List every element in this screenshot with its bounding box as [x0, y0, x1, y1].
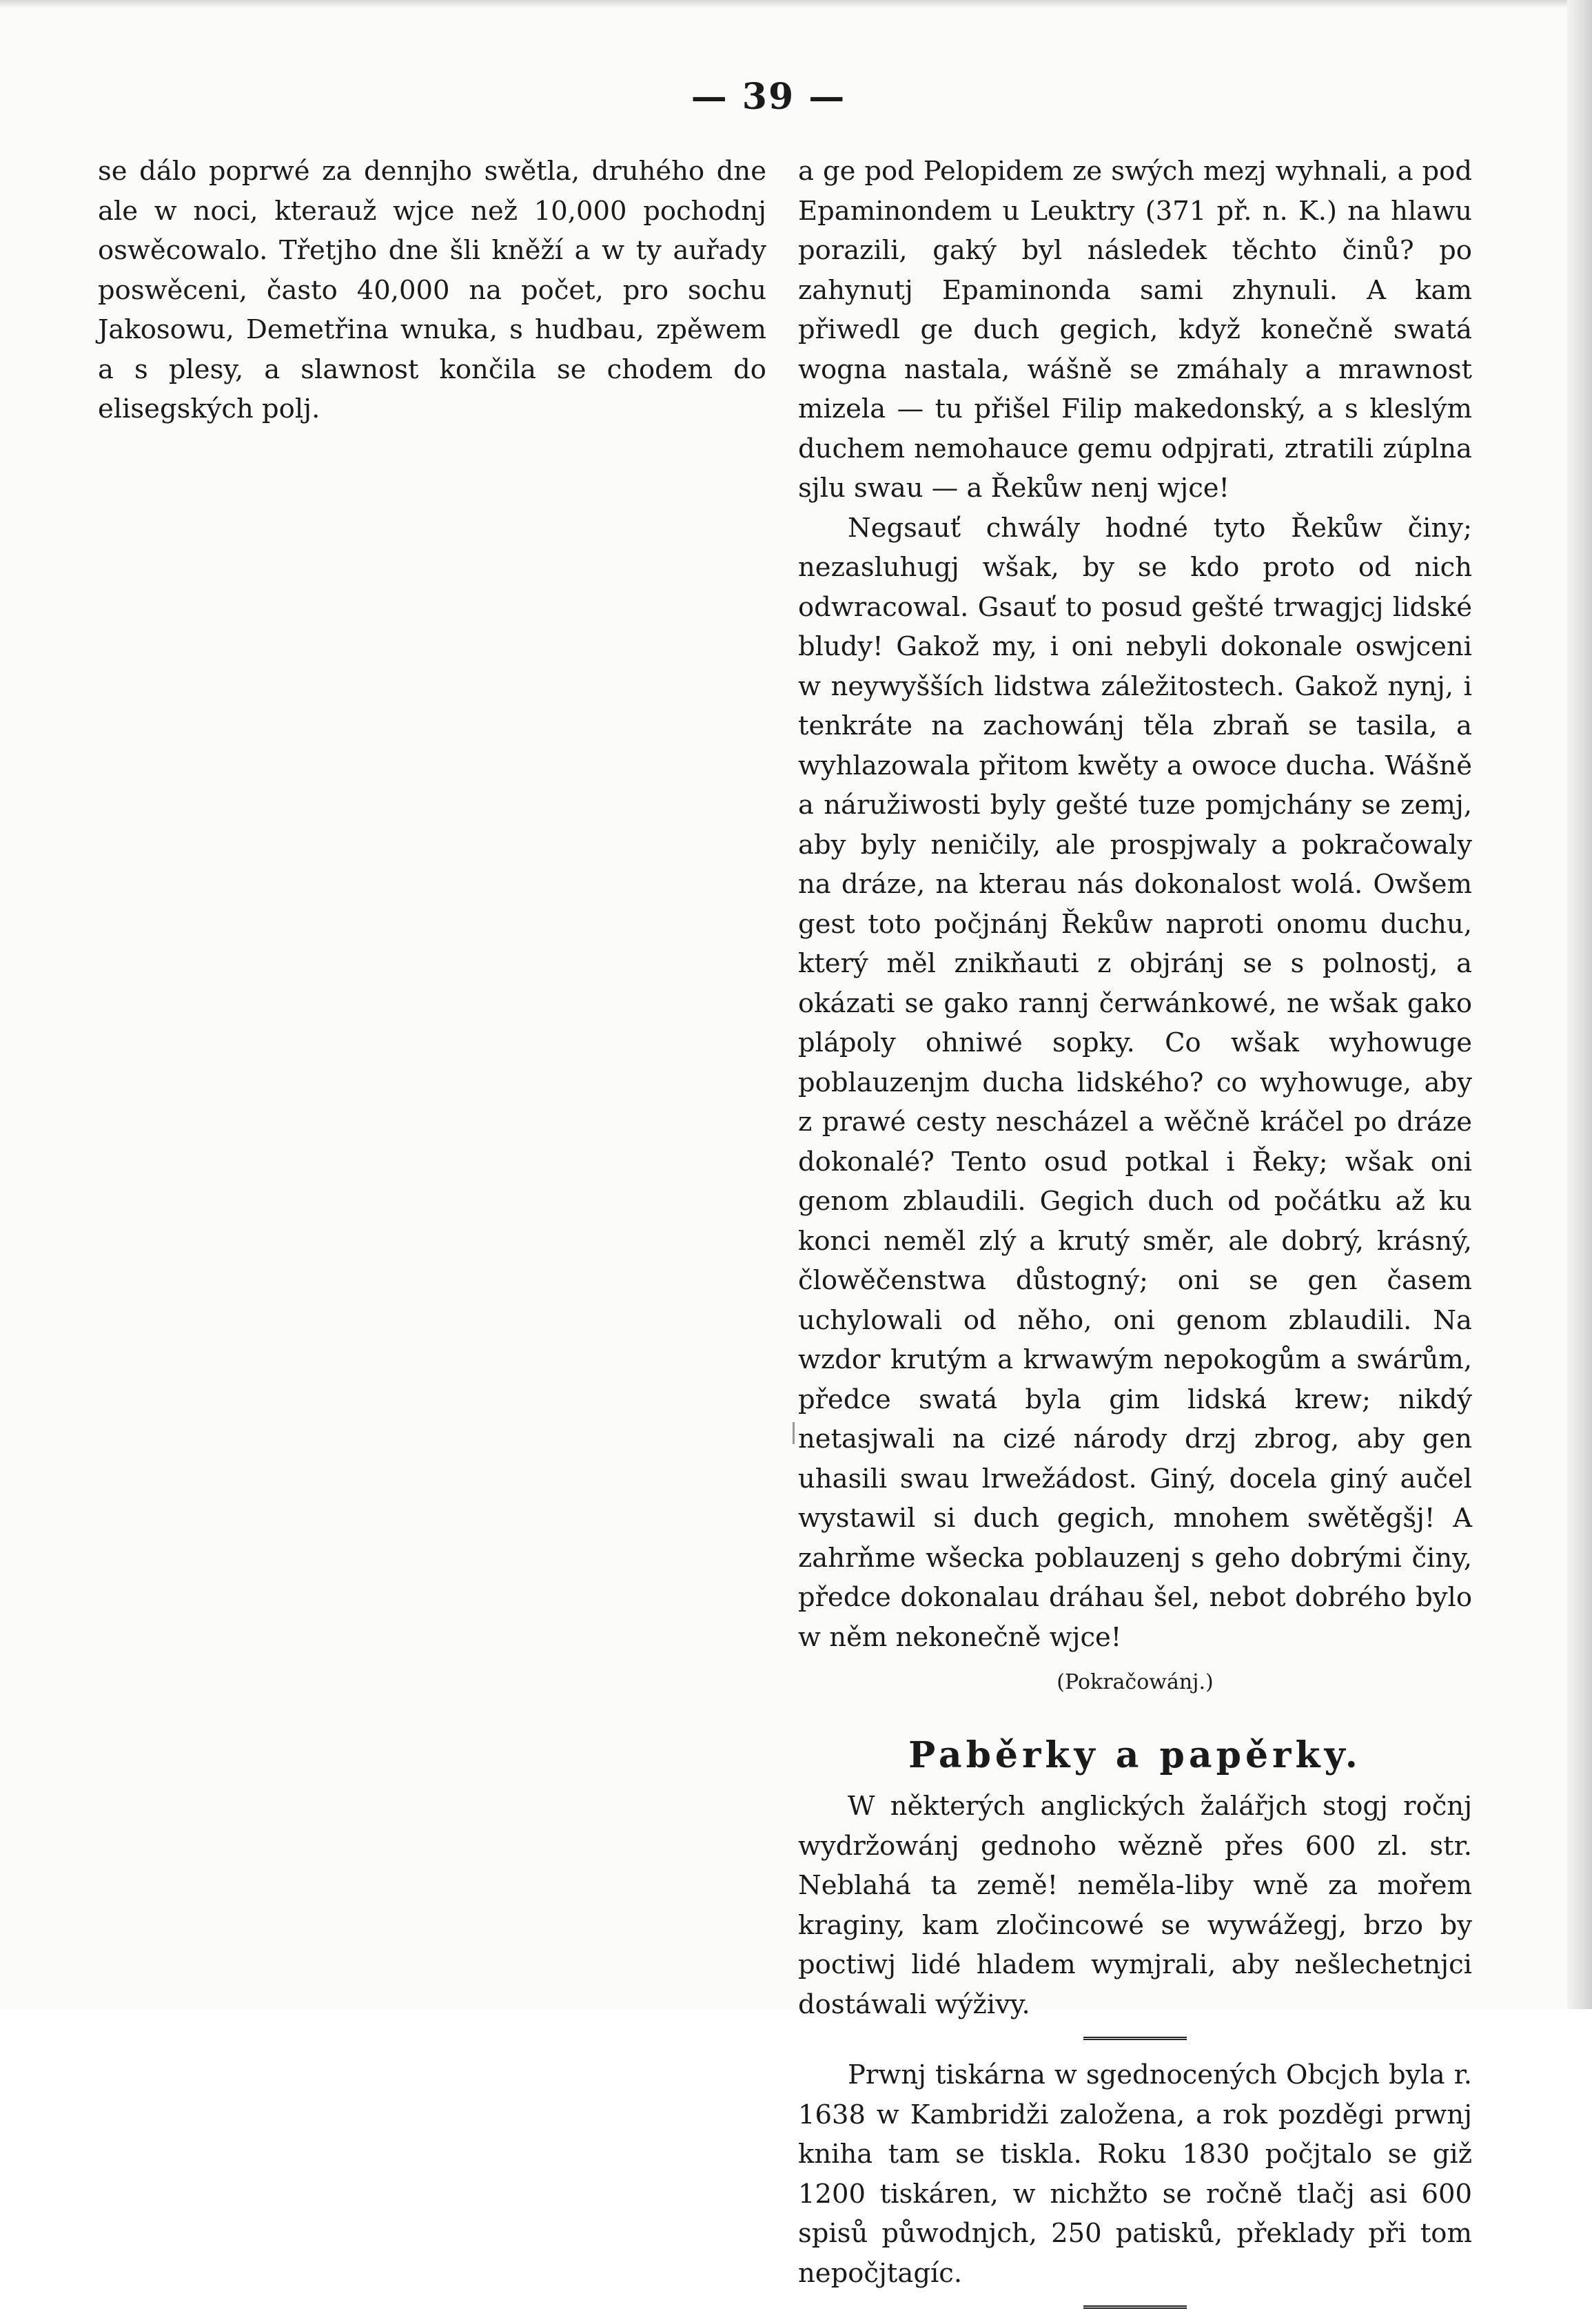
divider-rule	[1083, 2037, 1187, 2040]
right-column	[798, 152, 1472, 2324]
divider-rule	[1083, 2305, 1187, 2309]
paragraph: a ge pod Pelopidem ze swých mezj wyhnali, a pod Epaminondem u Leuktry (371 př. n. K.) na hlawu porazili, gaký byl následek těchto činů? po zahynutj Epaminonda sami zhynuli. A kam přiwedl ge duch gegich, když konečně swatá wogna nastala, wášně se zmáhaly a mrawnost mizela — tu přišel Filip makedonský, a s kleslým duchem nemohauce gemu odpjrati, ztratili zúplna sjlu swau — a Řekůw nenj wjce!	[798, 156, 1472, 504]
page-number: — 39 —	[691, 76, 846, 118]
continued-note: (Pokračowánj.)	[1057, 1670, 1214, 1694]
news-item: W některých anglických žalářjch stogj ročnj wydržowánj gednoho wězně přes 600 zl. str. Neblahá ta země! neměla-liby wně za mořem kraginy, kam zločincowé se wywážegj, brzo by poctiwj lidé hladem wymjrali, aby nešlechetnjci dostáwali wýživy.	[798, 1791, 1472, 2020]
paragraph: se dálo poprwé za dennjho swětla, druhého dne ale w noci, kterauž wjce než 10,000 pochodnj oswěcowalo. Třetjho dne šli kněží a w ty auřady poswěceni, často 40,000 na počet, pro sochu Jakosowu, Demetřina wnuka, s hudbau, zpěwem a s plesy, a slawnost končila se chodem do elisegských polj.	[98, 156, 766, 424]
left-column	[98, 152, 766, 429]
column-divider-mark	[793, 1422, 795, 1444]
scan-top-edge	[0, 0, 1592, 8]
paragraph: Negsauť chwály hodné tyto Řekůw činy; nezasluhugj wšak, by se kdo proto od nich odwracowal. Gsauť to posud gešté trwagjcj lidské bludy! Gakož my, i oni nebyli dokonale oswjceni w neywyšších lidstwa záležitostech. Gakož nynj, i tenkráte na zachowánj těla zbraň se tasila, a wyhlazowala přitom kwěty a owoce ducha. Wášně a náružiwosti byly gešté tuze pomjchány se zemj, aby byly neničily, ale prospjwaly a pokračowaly na dráze, na kterau nás dokonalost wolá. Owšem gest toto počjnánj Řekůw naproti onomu duchu, který měl znikňauti z objránj se s polnostj, a okázati se gako rannj čerwánkowé, ne wšak gako plápoly ohniwé sopky. Co wšak wyhowuge poblauzenjm ducha lidského? co wyhowuge, aby z prawé cesty nescházel a wěčně kráčel po dráze dokonalé? Tento osud potkal i Řeky; wšak oni genom zblaudili. Gegich duch od počátku až ku konci neměl zlý a krutý směr, ale dobrý, krásný, člowěčenstwa důstogný; oni se gen časem uchylowali od něho, oni genom zblaudili. Na wzdor krutým a krwawým nepokogům a swárům, předce swatá byla gim lidská krew; nikdý netasjwali na cizé národy drzj zbrog, aby gen uhasili swau lrwežádost. Giný, docela giný aučel wystawil si duch gegich, mnohem swětěgšj! A zahrňme wšecka poblauzenj s geho dobrými činy, předce dokonalau dráhau šel, nebot dobrého bylo w něm nekonečně wjce!	[798, 512, 1472, 1653]
section-title: Paběrky a papěrky.	[908, 1734, 1362, 1776]
scan-right-edge	[1567, 0, 1592, 2009]
news-item: Prwnj tiskárna w sgednocených Obcjch byla r. 1638 w Kambridži založena, a rok pozděgi prwnj kniha tam se tiskla. Roku 1830 počjtalo se giž 1200 tiskáren, w nichžto se ročně tlačj asi 600 spisů půwodnjch, 250 patisků, překlady při tom nepočjtagíc.	[798, 2059, 1472, 2289]
